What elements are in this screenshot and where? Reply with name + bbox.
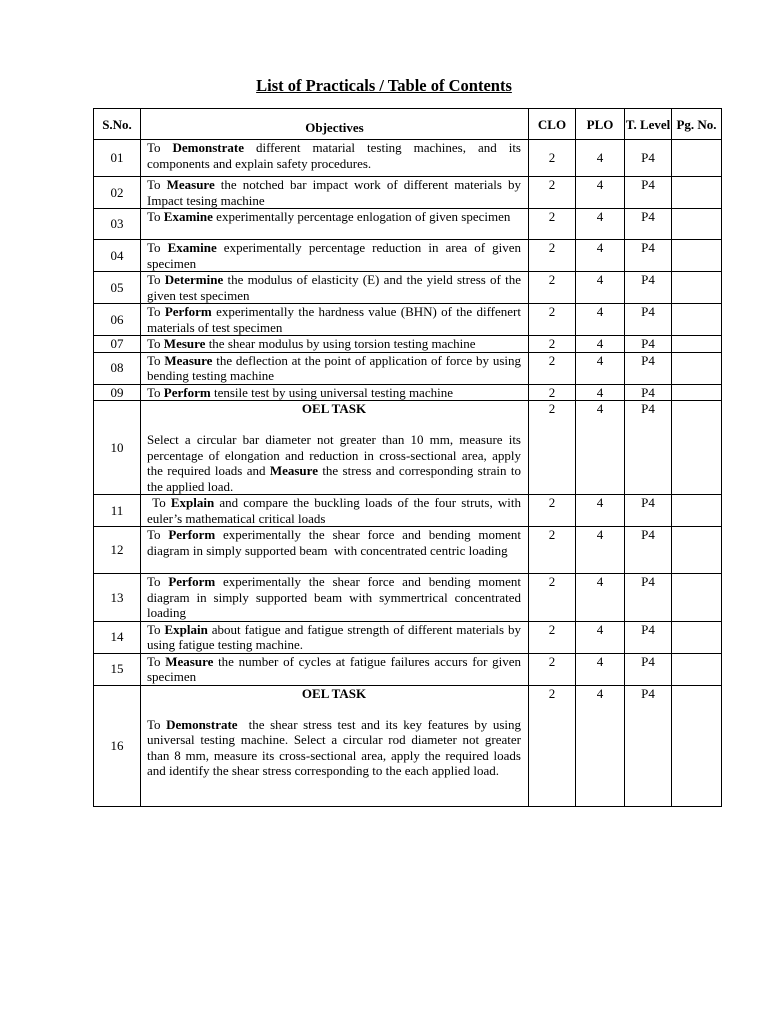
cell-clo: 2 [529,336,576,353]
cell-sno: 10 [94,401,141,495]
cell-plo: 4 [576,140,625,177]
table-row [94,177,722,209]
cell-tlevel: P4 [625,352,672,384]
table-row [94,495,722,527]
cell-sno: 03 [94,209,141,240]
objective-text [147,272,524,303]
cell-objective [141,401,529,495]
objective-fragment: the modulus of elasticity (E) and the yield stress of the given test specimen [147,272,525,303]
action-verb: Explain [170,495,215,510]
cell-pgno [672,527,722,574]
objective-text [147,140,524,171]
cell-clo: 2 [529,384,576,401]
cell-clo: 2 [529,177,576,209]
cell-sno: 07 [94,336,141,353]
cell-objective [141,574,529,622]
cell-tlevel: P4 [625,685,672,806]
cell-tlevel: P4 [625,140,672,177]
action-verb: Measure [164,352,213,368]
oel-task-heading: OEL TASK [301,401,367,416]
col-header-tlevel: T. Level [625,109,672,140]
objective-fragment: experimentally percentage enlogation of given specimen [212,209,511,224]
objective-fragment: To [147,527,169,542]
cell-plo: 4 [576,177,625,209]
cell-sno: 06 [94,304,141,336]
action-verb: Perform [164,304,212,319]
cell-clo: 2 [529,209,576,240]
objective-text [147,209,510,224]
col-header-clo: CLO [529,109,576,140]
cell-pgno [672,401,722,495]
objective-fragment: To [147,336,164,351]
action-verb: Demonstrate [166,716,238,732]
objective-fragment: To [147,304,165,319]
cell-tlevel: P4 [625,272,672,304]
objective-fragment: experimentally the shear force and bending moment diagram in simply supported beam with concentrated centric loading [147,527,525,558]
objective-fragment: To [147,177,167,192]
objective-text [147,654,524,685]
cell-sno: 12 [94,527,141,574]
cell-clo: 2 [529,304,576,336]
table-row [94,209,722,240]
table-row [94,384,722,401]
action-verb: Measure [166,177,215,192]
cell-pgno [672,177,722,209]
spacer [147,701,521,717]
cell-objective [141,495,529,527]
cell-clo: 2 [529,272,576,304]
action-verb: Examine [163,209,213,224]
cell-pgno [672,653,722,685]
cell-objective [141,304,529,336]
objective-fragment: the notched bar impact work of different materials by Impact tesing machine [147,177,528,208]
cell-sno: 14 [94,621,141,653]
cell-clo: 2 [529,240,576,272]
table-row [94,352,722,384]
action-verb: Examine [167,240,217,255]
action-verb: Explain [164,621,208,637]
objective-fragment: the number of cycles at fatigue failures accurs for given specimen [147,653,525,684]
cell-tlevel: P4 [625,574,672,622]
page-title: List of Practicals / Table of Contents [256,76,512,95]
objective-fragment: about fatigue and fatigue strength of different materials by using fatigue testing machine. [147,621,525,652]
header-row [94,109,722,140]
objective-text [147,495,524,526]
col-header-pgno: Pg. No. [672,109,722,140]
objective-fragment: the shear stress test and its key features by using universal testing machine. Select a circular rod diameter not greater than 8 mm, measure its cross-sectional area, apply the required loads and identify the shear stress corresponding to the each applied load. [147,716,525,778]
table-row [94,401,722,495]
objective-fragment: To [147,352,165,368]
cell-clo: 2 [529,527,576,574]
objective-fragment: experimentally the shear force and bending moment diagram in simply supported beam with symmertrical concentrated loading [147,574,525,620]
objective-text [147,353,524,384]
cell-plo: 4 [576,527,625,574]
table-row [94,574,722,622]
objective-fragment: To [147,621,165,637]
objective-fragment: experimentally the hardness value (BHN) of the diffenert materials of test specimen [147,304,525,335]
objective-fragment: To [147,240,168,255]
cell-clo: 2 [529,574,576,622]
table-row [94,621,722,653]
table-row [94,685,722,806]
cell-plo: 4 [576,209,625,240]
objective-fragment: experimentally percentage reduction in area of given specimen [147,240,525,271]
action-verb: Perform [168,527,216,542]
objective-text [147,717,524,779]
col-header-sno: S.No. [94,109,141,140]
cell-tlevel: P4 [625,336,672,353]
cell-plo: 4 [576,685,625,806]
cell-clo: 2 [529,140,576,177]
objective-fragment: To [147,495,171,510]
cell-pgno [672,384,722,401]
cell-sno: 16 [94,685,141,806]
action-verb: Measure [165,653,214,669]
cell-objective [141,527,529,574]
cell-objective [141,177,529,209]
cell-tlevel: P4 [625,621,672,653]
table-row [94,140,722,177]
cell-tlevel: P4 [625,401,672,495]
objective-fragment: To [147,272,165,287]
action-verb: Mesure [163,336,206,351]
objective-fragment: and compare the buckling loads of the four struts, with euler’s mathematical critical loads [147,495,525,526]
objective-text [147,385,453,400]
objective-fragment: tensile test by using universal testing machine [210,384,453,400]
action-verb: Perform [168,574,216,589]
cell-tlevel: P4 [625,495,672,527]
cell-objective [141,621,529,653]
table-of-contents [93,108,722,807]
cell-tlevel: P4 [625,177,672,209]
objective-fragment: To [147,140,173,155]
objective-text [147,432,524,494]
cell-plo: 4 [576,352,625,384]
cell-sno: 09 [94,384,141,401]
table-row [94,527,722,574]
cell-plo: 4 [576,653,625,685]
cell-plo: 4 [576,401,625,495]
objective-text [147,574,524,620]
cell-sno: 11 [94,495,141,527]
table-row [94,304,722,336]
cell-clo: 2 [529,621,576,653]
objective-fragment: To [147,574,169,589]
action-verb: Perform [163,384,211,400]
objective-fragment: To [147,209,164,224]
cell-plo: 4 [576,621,625,653]
cell-pgno [672,621,722,653]
table-body [94,140,722,807]
cell-pgno [672,685,722,806]
action-verb: Demonstrate [172,140,244,155]
cell-sno: 04 [94,240,141,272]
cell-pgno [672,240,722,272]
objective-fragment: To [147,384,164,400]
cell-tlevel: P4 [625,384,672,401]
cell-plo: 4 [576,272,625,304]
cell-sno: 02 [94,177,141,209]
table-row [94,272,722,304]
table-row [94,653,722,685]
cell-sno: 05 [94,272,141,304]
objective-fragment: the stress and corresponding strain to the applied load. [147,463,525,494]
action-verb: Measure [269,463,318,478]
table-row [94,240,722,272]
cell-objective [141,352,529,384]
cell-tlevel: P4 [625,527,672,574]
cell-plo: 4 [576,495,625,527]
oel-task-heading: OEL TASK [301,685,367,701]
objective-text [147,240,524,271]
col-header-objectives: Objectives [141,109,529,140]
col-header-plo: PLO [576,109,625,140]
cell-tlevel: P4 [625,209,672,240]
table-row [94,336,722,353]
objective-text [147,527,524,558]
cell-objective [141,685,529,806]
cell-plo: 4 [576,336,625,353]
cell-objective [141,209,529,240]
cell-tlevel: P4 [625,304,672,336]
cell-pgno [672,495,722,527]
action-verb: Determine [164,272,224,287]
cell-clo: 2 [529,495,576,527]
cell-clo: 2 [529,352,576,384]
cell-pgno [672,304,722,336]
objective-fragment: different matarial testing machines, and its components and explain safety procedures. [147,140,525,171]
objective-text [147,622,524,653]
spacer [147,417,521,433]
objective-fragment: To [147,653,166,669]
cell-plo: 4 [576,574,625,622]
cell-pgno [672,272,722,304]
cell-objective [141,240,529,272]
cell-pgno [672,140,722,177]
cell-pgno [672,574,722,622]
cell-pgno [672,209,722,240]
cell-clo: 2 [529,401,576,495]
cell-objective [141,272,529,304]
cell-sno: 13 [94,574,141,622]
objective-text [147,304,524,335]
cell-tlevel: P4 [625,240,672,272]
objective-fragment: Select a circular bar diameter not greater than 10 mm, measure its percentage of elongation and reduction in cross-sectional area, apply the required loads and [147,432,525,478]
cell-sno: 08 [94,352,141,384]
cell-clo: 2 [529,685,576,806]
cell-sno: 01 [94,140,141,177]
cell-tlevel: P4 [625,653,672,685]
cell-clo: 2 [529,653,576,685]
cell-pgno [672,352,722,384]
cell-pgno [672,336,722,353]
cell-plo: 4 [576,384,625,401]
cell-plo: 4 [576,304,625,336]
cell-plo: 4 [576,240,625,272]
cell-objective [141,384,529,401]
cell-sno: 15 [94,653,141,685]
cell-objective [141,336,529,353]
cell-objective [141,653,529,685]
objective-fragment: To [147,716,167,732]
objective-fragment: the shear modulus by using torsion testing machine [205,336,476,351]
objective-text [147,177,528,208]
cell-objective [141,140,529,177]
objective-text [147,336,476,351]
objective-fragment: the deflection at the point of application of force by using bending testing machine [147,352,525,383]
